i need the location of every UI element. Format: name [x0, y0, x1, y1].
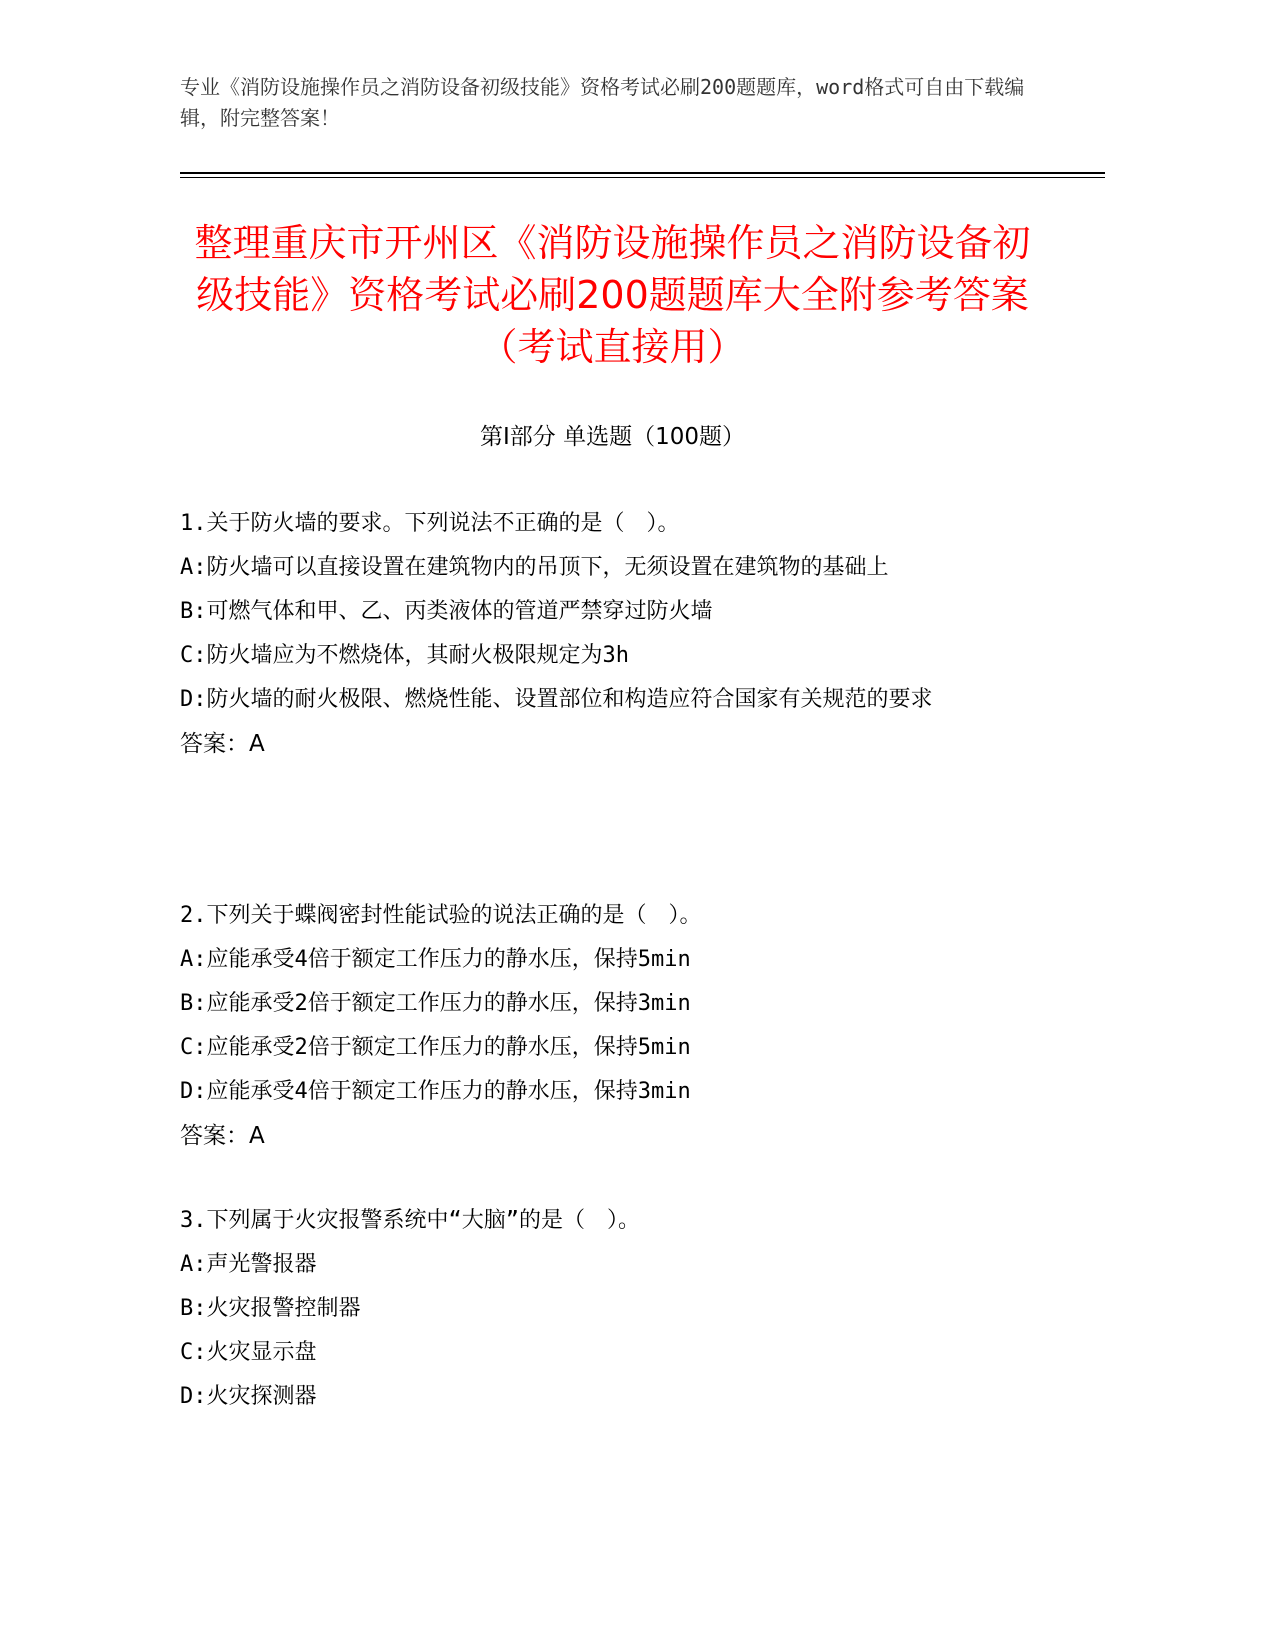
- document-title: 整理重庆市开州区《消防设施操作员之消防设备初级技能》资格考试必刷200题题库大全附参考答案（考试直接用）: [194, 221, 1031, 369]
- section-heading: 第Ⅰ部分 单选题（100题）: [480, 424, 745, 450]
- question-stem: 3.下列属于火灾报警系统中“大脑”的是（ ）。: [180, 1208, 640, 1233]
- option-d: D:应能承受4倍于额定工作压力的静水压，保持3min: [180, 1079, 691, 1104]
- option-d: D:火灾探测器: [180, 1384, 317, 1409]
- option-b: B:应能承受2倍于额定工作压力的静水压，保持3min: [180, 991, 691, 1016]
- option-a: A:应能承受4倍于额定工作压力的静水压，保持5min: [180, 947, 691, 972]
- question-1: [180, 502, 1050, 766]
- option-d: D:防火墙的耐火极限、燃烧性能、设置部位和构造应符合国家有关规范的要求: [180, 687, 933, 712]
- answer-label: 答案：A: [180, 731, 265, 757]
- question-stem: 1.关于防火墙的要求。下列说法不正确的是（ ）。: [180, 511, 680, 536]
- option-c: C:防火墙应为不燃烧体，其耐火极限规定为3h: [180, 643, 629, 668]
- option-a: A:声光警报器: [180, 1252, 317, 1277]
- header-note: 专业《消防设施操作员之消防设备初级技能》资格考试必刷200题题库，word格式可自由下载编辑，附完整答案！: [180, 75, 1025, 130]
- header-divider-thick: [180, 172, 1105, 174]
- question-3: [180, 1199, 1050, 1419]
- question-2: [180, 894, 1050, 1158]
- option-a: A:防火墙可以直接设置在建筑物内的吊顶下，无须设置在建筑物的基础上: [180, 555, 889, 580]
- option-b: B:可燃气体和甲、乙、丙类液体的管道严禁穿过防火墙: [180, 599, 713, 624]
- option-c: C:应能承受2倍于额定工作压力的静水压，保持5min: [180, 1035, 691, 1060]
- option-c: C:火灾显示盘: [180, 1340, 317, 1365]
- answer-label: 答案：A: [180, 1123, 265, 1149]
- question-stem: 2.下列关于蝶阀密封性能试验的说法正确的是（ ）。: [180, 903, 702, 928]
- header-divider-thin: [180, 177, 1105, 178]
- option-b: B:火灾报警控制器: [180, 1296, 361, 1321]
